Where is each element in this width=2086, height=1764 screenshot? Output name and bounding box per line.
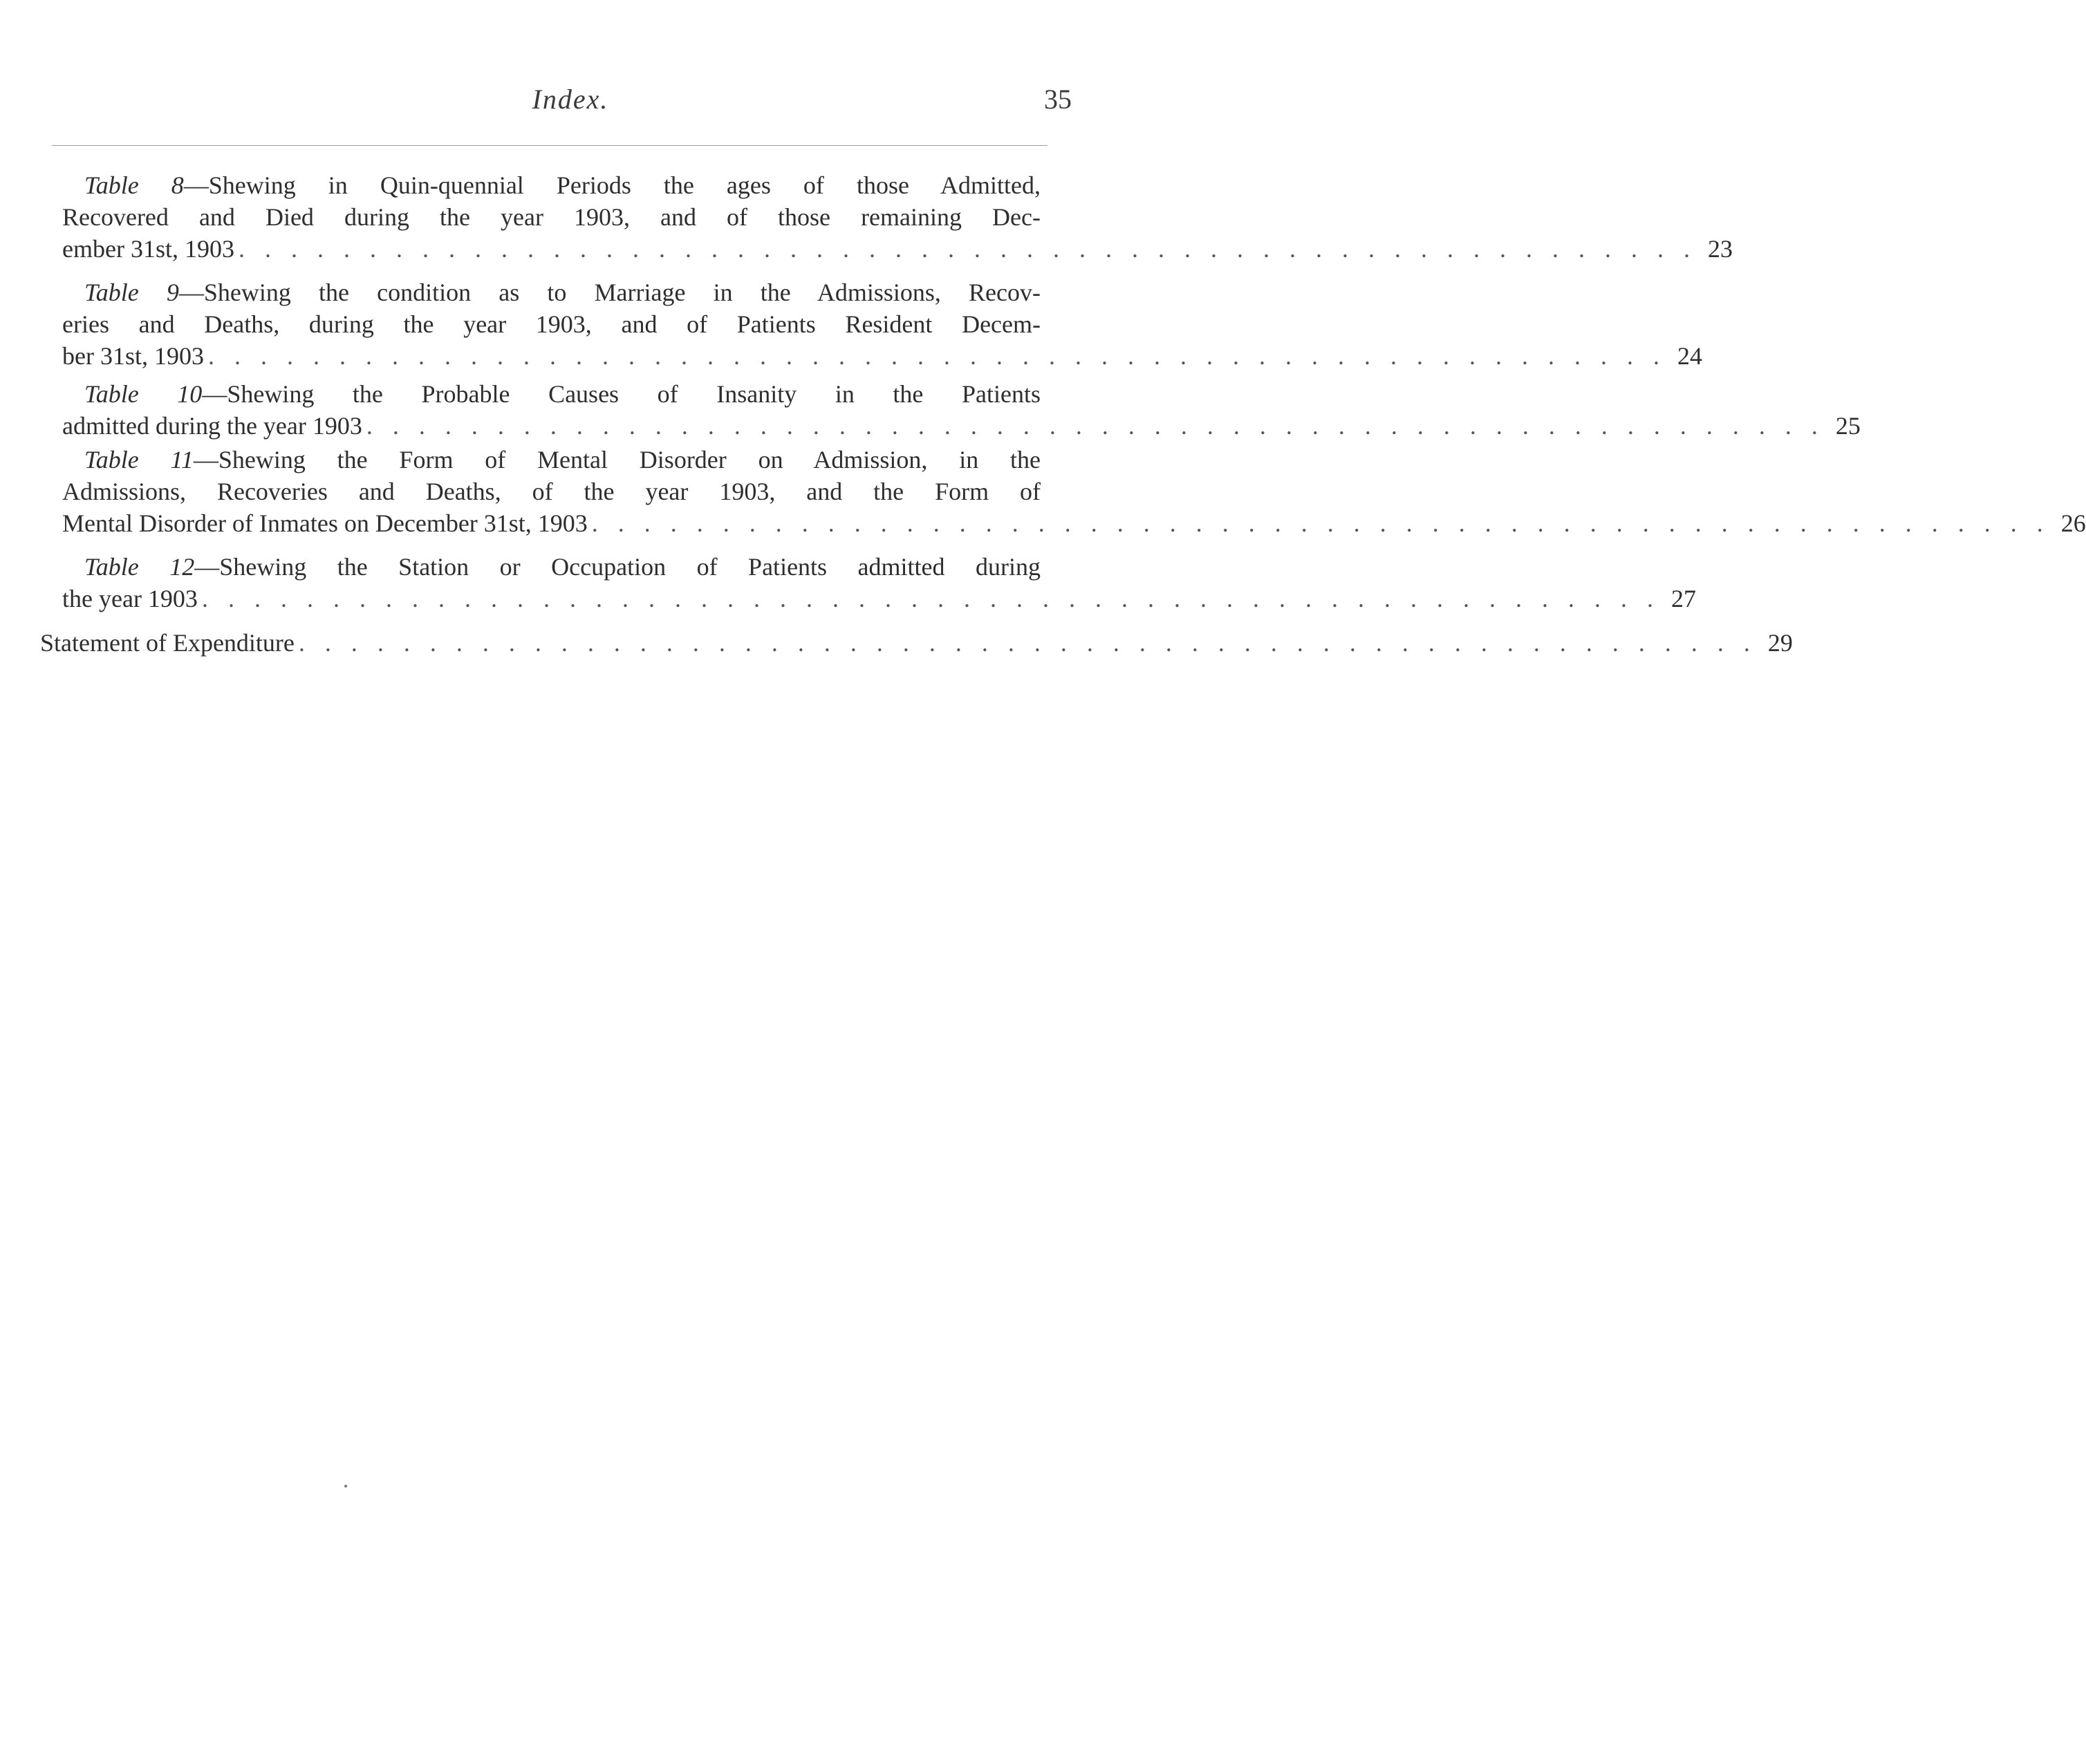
entry-line [62,169,1041,201]
entry-text: ber 31st, 1903 [62,342,204,370]
entry-page-number: 25 [1835,412,1861,440]
entry-last-line [62,507,2086,539]
table-label: Table 12 [84,553,195,581]
index-entry-statement [40,627,1793,659]
entry-line [62,444,1041,476]
ink-speck [344,1485,347,1488]
dot-leader: . . . . . . . . . . . . . . . . . . . . . . . . . . . . . . . . . . . . . . . . . . . . . . . . . . . . . . . . [207,342,1666,370]
entry-last-line [62,583,1696,614]
entry-text: Mental Disorder of Inmates on December 31st, 1903 [62,509,588,537]
table-label: Table 9 [84,279,179,306]
dot-leader: . . . . . . . . . . . . . . . . . . . . . . . . . . . . . . . . . . . . . . . . . . . . . . . . . . . . . . . . [201,585,1660,612]
entry-text: Shewing the Station or Occupation of Patients admitted during [219,553,1041,581]
entry-text: the year 1903 [62,585,198,612]
entry-dash: — [178,279,204,306]
dot-leader: . . . . . . . . . . . . . . . . . . . . . . . . . . . . . . . . . . . . . . . . . . . . . . . . . . . . . . . . [366,412,1825,440]
dot-leader: . . . . . . . . . . . . . . . . . . . . . . . . . . . . . . . . . . . . . . . . . . . . . . . . . . . . . . . . [238,235,1697,263]
page-number: 35 [1044,84,1072,115]
entry-page-number: 23 [1707,235,1733,263]
index-entry-table-8 [62,169,1733,265]
entry-text: Shewing the condition as to Marriage in the Admissions, Recov- [203,279,1041,306]
entry-line [62,276,1041,308]
entry-line [62,378,1041,410]
entry-text: Shewing in Quin-quennial Periods the ages of those Admitted, [208,171,1041,199]
table-label: Table 10 [84,380,203,408]
entry-text: ember 31st, 1903 [62,235,234,263]
entry-last-line [62,340,1702,372]
table-label: Table 11 [84,446,194,473]
entry-line: eries and Deaths, during the year 1903, and of Patients Resident Decem- [62,310,1041,338]
header-divider [52,145,1047,146]
entry-text: Shewing the Form of Mental Disorder on Admission, in the [218,446,1041,473]
entry-dash: — [193,446,218,473]
entry-text: Statement of Expenditure [40,629,295,657]
entry-page-number: 24 [1677,342,1702,370]
entry-last-line [62,410,1861,442]
running-header-title: Index. [532,84,609,115]
index-entry-table-12 [62,551,1696,614]
dot-leader: . . . . . . . . . . . . . . . . . . . . . . . . . . . . . . . . . . . . . . . . . . . . . . . . . . . . . . . . [591,509,2050,537]
entry-last-line [40,627,1793,659]
entry-page-number: 27 [1670,585,1696,612]
index-entry-table-11 [62,444,2086,539]
dot-leader: . . . . . . . . . . . . . . . . . . . . . . . . . . . . . . . . . . . . . . . . . . . . . . . . . . . . . . . . [298,629,1757,657]
entry-page-number: 26 [2060,509,2086,537]
entry-line [62,551,1041,583]
entry-line: Recovered and Died during the year 1903, and of those remaining Dec- [62,203,1041,231]
entry-dash: — [202,380,227,408]
entry-page-number: 29 [1767,629,1793,657]
entry-text: admitted during the year 1903 [62,412,362,440]
index-entry-table-10 [62,378,1861,442]
entry-last-line [62,233,1733,265]
entry-text: Shewing the Probable Causes of Insanity in the Patients [227,380,1041,408]
table-label: Table 8 [84,171,184,199]
index-entry-table-9 [62,276,1702,372]
entry-line: Admissions, Recoveries and Deaths, of the year 1903, and the Form of [62,478,1041,505]
entry-dash: — [183,171,209,199]
entry-dash: — [194,553,220,581]
